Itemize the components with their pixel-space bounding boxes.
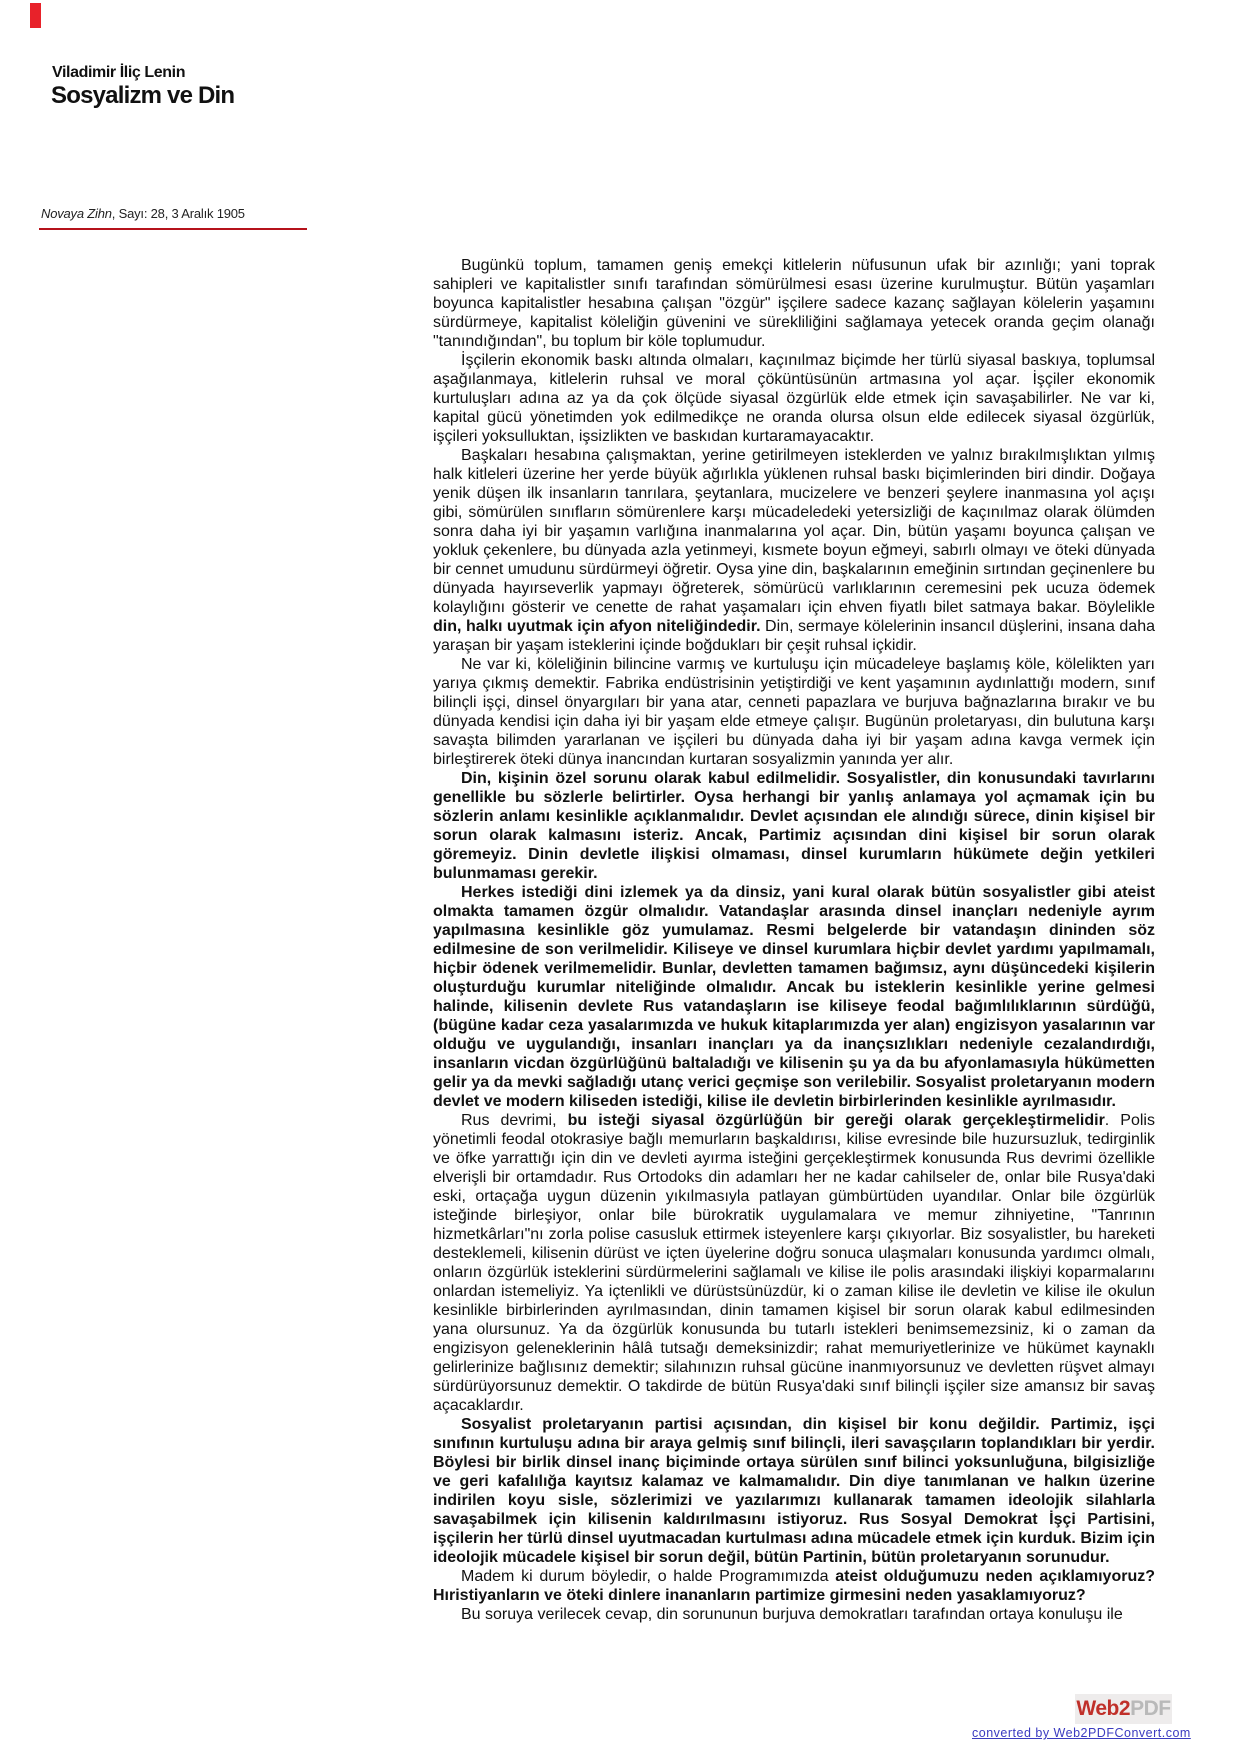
paragraph: Sosyalist proletaryanın partisi açısından, din kişisel bir konu değildir. Partimiz, işçi sınıfının kurtuluşu adına bir araya gelmiş sınıf bilinçli, ileri savaşçıların toplandıkları bir yerdir. Böylesi bir birlik dinsel inanç biçiminde ortaya sürülen sınıf bilinci yoksunluğuna, bilgisizliğe ve geri kafalılığa kayıtsız kalamaz ve kalmamalıdır. Din diye tanımlanan ve halkın üzerine indirilen koyu sisle, sözlerimizi ve yazılarımızı kullanarak tamamen ideolojik silahlarla savaşabilmek için kilisenin kaldırılmasını istiyoruz. Rus Sosyal Demokrat İşçi Partisini, işçilerin her türlü dinsel uyutmacadan kurtulması adına mücadele etmek için kurduk. Bizim için ideolojik mücadele kişisel bir sorun değil, bütün Partinin, bütün proletaryanın sorunudur. [433,1416,1155,1566]
red-marker [30,3,41,28]
paragraph: Din, kişinin özel sorunu olarak kabul edilmelidir. Sosyalistler, din konusundaki tavırlarını genellikle bu sözlerle belirtirler. Oysa herhangi bir yanlış anlamaya yol açmamak için bu sözlerin anlamı kesinlikle açıklanmalıdır. Devlet açısından ele alındığı sürece, dinin kişisel bir sorun olarak kalmasını isteriz. Ancak, Partimiz açısından dini kişisel bir sorun olarak göremeyiz. Dinin devletle ilişkisi olmaması, dinsel kurumların hükümete değin yetkileri bulunmaması gerekir. [433,770,1155,882]
source-citation [41,206,245,221]
source-journal-name: Novaya Zihn [41,206,112,221]
paragraph: İşçilerin ekonomik baskı altında olmaları, kaçınılmaz biçimde her türlü siyasal baskıya, toplumsal aşağılanmaya, kitlelerin ruhsal ve moral çöküntüsünün artmasına yol açar. İşçiler ekonomik kurtuluşları adına az ya da çok ölçüde siyasal özgürlük elde etmek için savaşabilirler. Ne var ki, kapital gücü yönetimden yok edilmedikçe ne oranda olursa olsun elde edilecek siyasal özgürlük, işçileri yoksulluktan, işsizlikten ve baskıdan kurtaramayacaktır. [433,352,1155,445]
web2pdf-logo-web2: Web2 [1076,1697,1131,1720]
page-title: Sosyalizm ve Din [51,82,235,109]
web2pdf-convert-link[interactable]: converted by Web2PDFConvert.com [972,1726,1191,1740]
paragraph: Rus devrimi, bu isteği siyasal özgürlüğün bir gereği olarak gerçekleştirmelidir. Polis yönetimli feodal otokrasiye bağlı memurların başkaldırısı, kilise evresinde bile huzursuzluk, tedirginlik ve öfke yarrattığı için din ve devleti ayırma isteğini gerçekleştirmek konusunda Rus devrimi özellikle elverişli bir ortamdadır. Rus Ortodoks din adamları her ne kadar cahilseler de, onlar bile Rusya'daki eski, ortaçağa uygun düzenin yıkılmasıyla patlayan gümbürtüden uyandılar. Onlar bile özgürlük isteğinde birleşiyor, onlar bile bürokratik uygulamalara ve memur zihniyetine, "Tanrının hizmetkârları"nı zorla polise casusluk ettirmek isteyenlere karşı çıkıyorlar. Biz sosyalistler, bu hareketi desteklemeli, kilisenin dürüst ve içten üyelerine doğru sonuca ulaşmaları konusunda yardımcı olmalı, onların özgürlük isteklerini sürdürmelerini sağlamalı ve kilise ile polis arasındaki ilişkiyi koparmalarını onlardan istemeliyiz. Ya içtenlikli ve dürüstsünüzdür, ki o zaman kilise ile devletin ve kilise ile okulun kesinlikle birbirlerinden ayrılmasından, dinin tamamen kişisel bir sorun olarak kabul edilmesinden yana olursunuz. Ya da özgürlük konusunda bu tutarlı istekleri benimsemezsiniz, ki o zaman da engizisyon geleneklerinin hâlâ tutsağı demeksinizdir; rahat memuriyetlerinize ve hükümet kaynaklı gelirlerinize bağlısınız demektir; silahınızın ruhsal gücüne inanmıyorsunuz ve devletten rüşvet almayı sürdürüyorsunuz demektir. O takdirde de bütün Rusya'daki sınıf bilinçli işçiler size amansız bir savaş açacaklardır. [433,1112,1155,1414]
web2pdf-logo[interactable] [1075,1694,1172,1724]
paragraph: Ne var ki, köleliğinin bilincine varmış ve kurtuluşu için mücadeleye başlamış köle, kölelikten yarı yarıya çıkmış demektir. Fabrika endüstrisinin yetiştirdiği ve kent yaşamının aydınlattığı modern, sınıf bilinçli işçi, dinsel önyargıları bir yana atar, cenneti papazlara ve burjuva bağnazlarına bırakır ve bu dünyada kendisi için daha iyi bir yaşam elde etmeye çalışır. Bugünün proletaryası, din bulutuna karşı savaşta bilimden yararlanan ve işçileri bu dünyada daha iyi bir yaşam adına kavga vermek için birleştirerek öteki dünya inancından kurtaran sosyalizmin yanında yer alır. [433,656,1155,768]
paragraph: Bu soruya verilecek cevap, din sorununun burjuva demokratları tarafından ortaya konuluşu ile [461,1606,1123,1623]
paragraph: Başkaları hesabına çalışmaktan, yerine getirilmeyen isteklerden ve yalnız bırakılmışlıktan yılmış halk kitleleri üzerine her yerde büyük ağırlıkla yüklenen ruhsal baskı biçimlerinden biri dindir. Doğaya yenik düşen ilk insanların tanrılara, şeytanlara, mucizelere ve benzeri şeylere inanmasına yol açışı gibi, sömürülen sınıfların sömürenlere karşı mücadeledeki yetersizliği de kaçınılmaz olarak ölümden sonra daha iyi bir yaşamın varlığına inanmalarına yol açar. Din, bütün yaşamı boyunca çalışan ve yokluk çekenlere, bu dünyada azla yetinmeyi, kısmete boyun eğmeyi, sabırlı olmayı ve öteki dünyada bir cennet umudunu sürdürmeyi öğretir. Oysa yine din, başkalarının emeğinin sırtından geçinenlere bu dünyada hayırseverlik yapmayı öğreterek, sömürücü varlıklarının ceremesini pek ucuza ödemek kolaylığını gösterir ve cenette de rahat yaşamaları için ehven fiyatlı bilet satmaya bakar. Böylelikle din, halkı uyutmak için afyon niteliğindedir. Din, sermaye kölelerinin insancıl düşlerini, insana daha yaraşan bir yaşam isteklerini içinde boğdukları bir çeşit ruhsal içkidir. [433,447,1155,654]
paragraph: Bugünkü toplum, tamamen geniş emekçi kitlelerin nüfusunun ufak bir azınlığı; yani toprak sahipleri ve kapitalistler sınıfı tarafından sömürülmesi esası üzerine kurulmuştur. Bütün yaşamları boyunca kapitalistler hesabına çalışan "özgür" işçilere sadece kazanç sağlayan kölelerin yaşamını sürdürmeye, kapitalist köleliğin güvenini ve sürekliliğini sağlamaya yetecek oranda geçim olanağı "tanındığından", bu toplum bir köle toplumudur. [433,257,1155,350]
red-divider-line [39,228,307,230]
paragraph: Herkes istediği dini izlemek ya da dinsiz, yani kural olarak bütün sosyalistler gibi ateist olmakta tamamen özgür olmalıdır. Vatandaşlar arasında dinsel inançları nedeniyle ayrım yapılmasına kesinlikle göz yumulamaz. Resmi belgelerde bir vatandaşın dininden söz edilmesine de son verilmelidir. Kiliseye ve dinsel kurumlara hiçbir devlet yardımı yapılmamalı, hiçbir ödenek verilmemelidir. Bunlar, devletten tamamen bağımsız, aynı düşüncedeki kişilerin oluşturduğu kurumlar niteliğinde olmalıdır. Ancak bu isteklerin kesinlikle yerine gelmesi halinde, kilisenin devlete Rus vatandaşların ise kiliseye feodal bağımlılıklarının sürdüğü, (bügüne kadar ceza yasalarımızda ve hukuk kitaplarımızda yer alan) engizisyon yasalarının var olduğu ve uygulandığı, insanları inançları ya da inançsızlıkları nedeniyle cezalandırdığı, insanların vicdan özgürlüğünü baltaladığı ve kilisenin şu ya da bu afyonlamasıyla hükümetten gelir ya da mevki sağladığı utanç verici geçmişe son verilebilir. Sosyalist proletaryanın modern devlet ve modern kiliseden istediği, kilise ile devletin birbirlerinden kesinlikle ayrılmasıdır. [433,884,1155,1110]
paragraph: Madem ki durum böyledir, o halde Programımızda ateist olduğumuzu neden açıklamıyoruz? Hıristiyanların ve öteki dinlere inananların partimize girmesini neden yasaklamıyoruz? [433,1568,1156,1604]
author-name: Viladimir İliç Lenin [52,64,186,81]
source-issue-date: , Sayı: 28, 3 Aralık 1905 [111,206,245,221]
article-body [433,256,1155,1624]
web2pdf-logo-pdf: PDF [1130,1697,1171,1720]
